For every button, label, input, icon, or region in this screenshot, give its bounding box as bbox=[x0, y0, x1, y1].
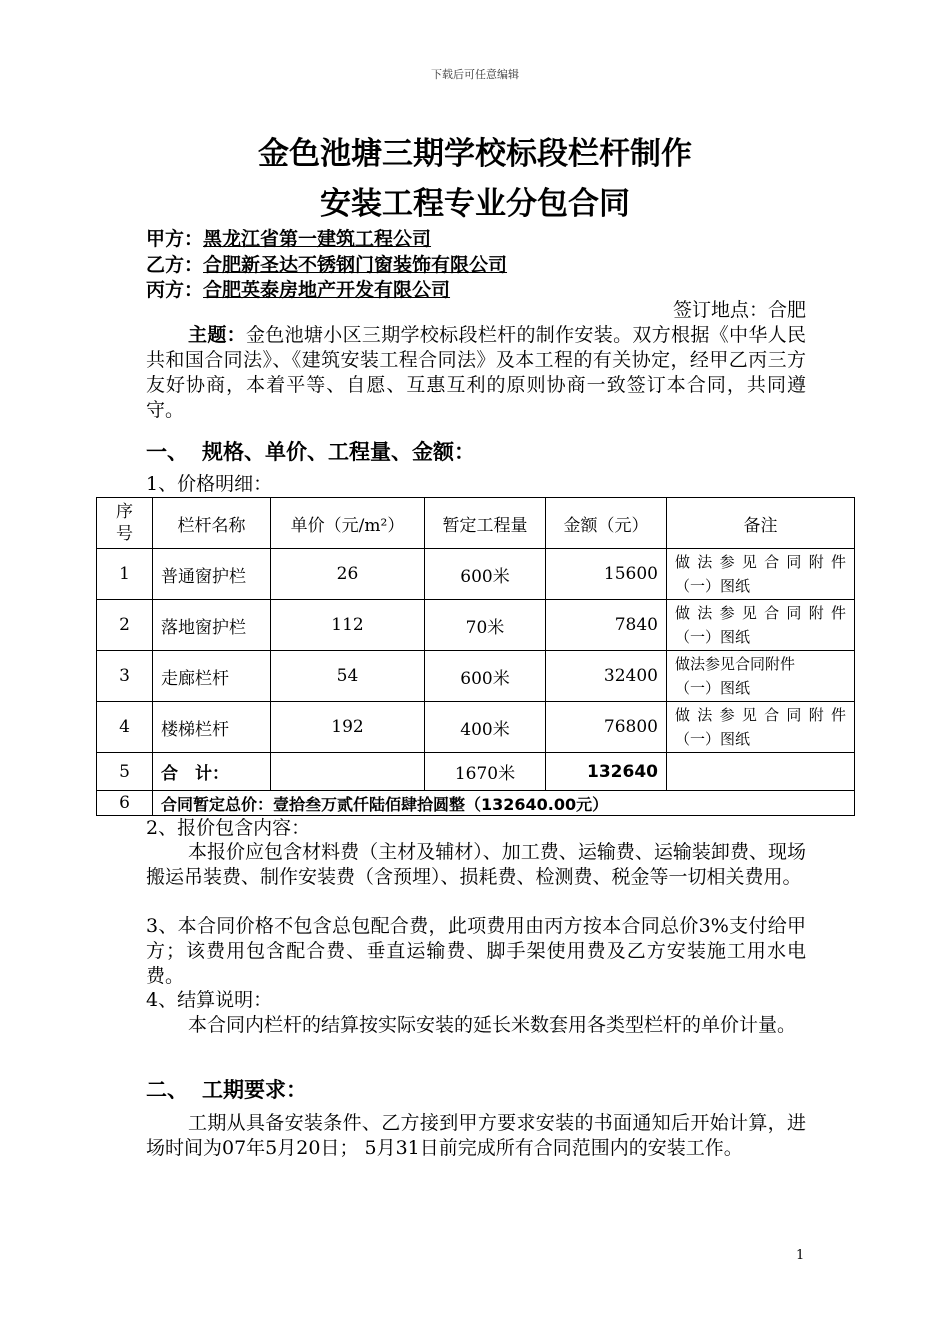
row-amount: 76800 bbox=[546, 702, 667, 753]
row-remark-b: （一）图纸 bbox=[675, 679, 751, 697]
row-qty: 600米 bbox=[425, 549, 546, 600]
sum-label: 合 计： bbox=[153, 753, 271, 791]
sum-price-empty bbox=[271, 753, 425, 791]
row-remark-a: 做法参见合同附件 bbox=[675, 655, 796, 673]
price-table bbox=[96, 497, 855, 816]
header-remark: 备注 bbox=[667, 498, 855, 549]
row-no: 3 bbox=[97, 651, 153, 702]
item3-text: 3、本合同价格不包含总包配合费，此项费用由丙方按本合同总价3%支付给甲方；该费用包含配合费、垂直运输费、脚手架使用费及乙方安装施工用水电费。 bbox=[146, 915, 806, 987]
sum-amount: 132640 bbox=[546, 753, 667, 791]
row-remark bbox=[667, 651, 855, 702]
row-remark-b: （一）图纸 bbox=[675, 730, 751, 748]
section2-heading bbox=[146, 1074, 307, 1104]
section2-text: 工期从具备安装条件、乙方接到甲方要求安装的书面通知后开始计算，进场时间为07年5月20日； 5月31日前完成所有合同范围内的安装工作。 bbox=[146, 1112, 806, 1159]
row-price: 54 bbox=[271, 651, 425, 702]
sum-remark-empty bbox=[667, 753, 855, 791]
row-no: 4 bbox=[97, 702, 153, 753]
section2-title: 工期要求： bbox=[202, 1078, 307, 1102]
table-header-row bbox=[97, 498, 855, 549]
row-no: 2 bbox=[97, 600, 153, 651]
item2-text: 本报价应包含材料费（主材及辅材）、加工费、运输费、运输装卸费、现场搬运吊装费、制作安装费（含预埋）、损耗费、检测费、税金等一切相关费用。 bbox=[146, 841, 806, 888]
page-number: 1 bbox=[796, 1248, 805, 1263]
row-name: 走廊栏杆 bbox=[153, 651, 271, 702]
row-remark-a: 做法参见合同附件 bbox=[675, 706, 846, 724]
row-qty: 70米 bbox=[425, 600, 546, 651]
item2-label: 2、报价包含内容： bbox=[146, 817, 311, 839]
header-name: 栏杆名称 bbox=[153, 498, 271, 549]
header-qty: 暂定工程量 bbox=[425, 498, 546, 549]
price-detail-label: 1、价格明细： bbox=[146, 473, 273, 495]
sum-no: 5 bbox=[97, 753, 153, 791]
row-amount: 32400 bbox=[546, 651, 667, 702]
party-b bbox=[146, 250, 507, 277]
subject-label: 主题： bbox=[188, 324, 246, 346]
row-qty: 600米 bbox=[425, 651, 546, 702]
row-remark-b: （一）图纸 bbox=[675, 577, 751, 595]
row-no: 1 bbox=[97, 549, 153, 600]
row-remark-a: 做法参见合同附件 bbox=[675, 604, 846, 622]
header-amount: 金额（元） bbox=[546, 498, 667, 549]
subject-paragraph bbox=[146, 323, 806, 423]
row-name: 普通窗护栏 bbox=[153, 549, 271, 600]
party-b-label: 乙方： bbox=[146, 254, 204, 276]
table-row bbox=[97, 549, 855, 600]
row-qty: 400米 bbox=[425, 702, 546, 753]
party-a-label: 甲方： bbox=[146, 228, 204, 250]
party-a bbox=[146, 224, 431, 251]
subject-text: 金色池塘小区三期学校标段栏杆的制作安装。双方根据《中华人民共和国合同法》、《建筑安装工程合同法》及本工程的有关协定，经甲乙丙三方友好协商，本着平等、自愿、互惠互利的原则协商一致签订本合同，共同遵守。 bbox=[146, 324, 806, 421]
row-remark-a: 做法参见合同附件 bbox=[675, 553, 846, 571]
row-remark bbox=[667, 702, 855, 753]
row-price: 112 bbox=[271, 600, 425, 651]
section1-number: 一、 bbox=[146, 440, 188, 464]
row-remark bbox=[667, 549, 855, 600]
sign-place: 签订地点：合肥 bbox=[672, 299, 806, 321]
table-row bbox=[97, 651, 855, 702]
row-price: 192 bbox=[271, 702, 425, 753]
row-amount: 7840 bbox=[546, 600, 667, 651]
total-text: 合同暂定总价：壹拾叁万贰仟陆佰肆拾圆整（132640.00元） bbox=[153, 791, 855, 816]
row-amount: 15600 bbox=[546, 549, 667, 600]
table-row bbox=[97, 702, 855, 753]
row-remark bbox=[667, 600, 855, 651]
section2-number: 二、 bbox=[146, 1078, 188, 1102]
header-note: 下载后可任意编辑 bbox=[431, 68, 519, 81]
total-no: 6 bbox=[97, 791, 153, 816]
sum-row bbox=[97, 753, 855, 791]
header-price: 单价（元/m²） bbox=[271, 498, 425, 549]
party-a-name: 黑龙江省第一建筑工程公司 bbox=[203, 228, 432, 250]
row-name: 楼梯栏杆 bbox=[153, 702, 271, 753]
header-no: 序号 bbox=[97, 498, 153, 549]
row-name: 落地窗护栏 bbox=[153, 600, 271, 651]
total-row bbox=[97, 791, 855, 816]
party-b-name: 合肥新圣达不锈钢门窗装饰有限公司 bbox=[203, 254, 508, 276]
item4-label: 4、结算说明： bbox=[146, 989, 273, 1011]
sum-qty: 1670米 bbox=[425, 753, 546, 791]
row-remark-b: （一）图纸 bbox=[675, 628, 751, 646]
row-price: 26 bbox=[271, 549, 425, 600]
contract-title-line2: 安装工程专业分包合同 bbox=[320, 186, 630, 222]
table-row bbox=[97, 600, 855, 651]
contract-title-line1: 金色池塘三期学校标段栏杆制作 bbox=[258, 136, 692, 172]
section1-title: 规格、单价、工程量、金额： bbox=[202, 440, 475, 464]
item4-text: 本合同内栏杆的结算按实际安装的延长米数套用各类型栏杆的单价计量。 bbox=[188, 1014, 797, 1036]
party-c-name: 合肥英泰房地产开发有限公司 bbox=[203, 279, 451, 301]
section1-heading bbox=[146, 436, 475, 466]
party-c-label: 丙方： bbox=[146, 279, 204, 301]
